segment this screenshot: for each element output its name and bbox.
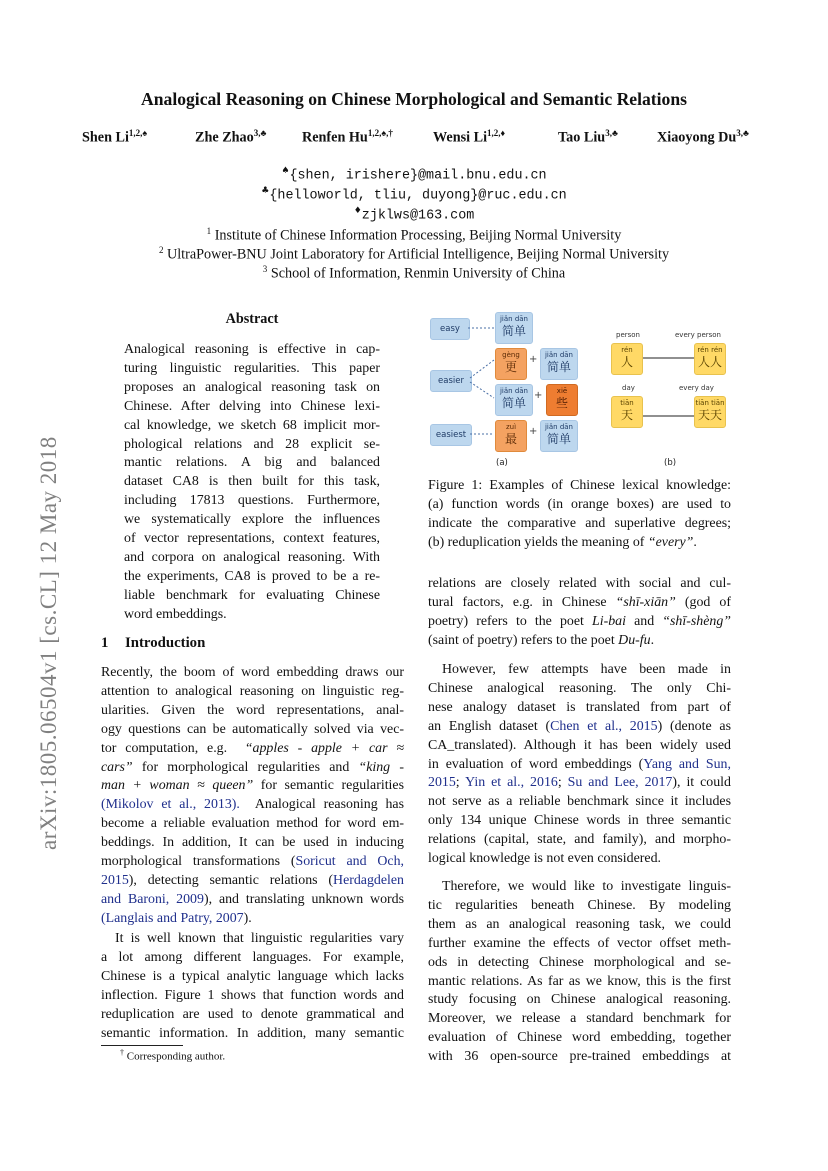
header-person: person <box>616 331 640 339</box>
author: Tao Liu$^{3,♣}$ <box>558 128 618 146</box>
label-easier: easier <box>430 370 472 392</box>
right-paragraph-3: Therefore, we would like to investigate linguis- tic regularities beneath Chinese. By modeling them as an analogical reasoning task, we could further examine the effects of vector offset meth- ods in detecting Chinese morphological and se- mantic relations. As far as we know, this is the first study focusing on Chinese analogical reasoning. Moreover, we release a standard benchmark for evaluation of Chinese word embedding, together with 36 open-source pre-trained embeddings at <box>428 879 731 1065</box>
affiliation: $^1$ Institute of Chinese Information Processing, Beijing Normal University <box>206 226 622 244</box>
email-line: ♠{shen, irishere}@mail.bnu.edu.cn <box>281 166 547 184</box>
intro-paragraph-2: It is well known that linguistic regularities vary a lot among different languages. For example, Chinese is a typical analytic language which lacks inflection. Figure 1 shows that function words and reduplication are used to denote grammatical and semantic information. In addition, many semantic <box>101 931 404 1041</box>
word-box: tiān tiān 天天 <box>694 396 726 428</box>
abstract-body: Analogical reasoning is effective in cap- turing linguistic regularities. This paper proposes an analogical reasoning task on Chinese. After delving into Chinese lexi- cal knowledge, we sketch 68 implicit mor- phological relations and 28 explicit se- mantic relations. A big and balanced dataset CA8 is then built for this task, including 17813 questions. Furthermore, we systematically explore the influences of vector representations, context features, and corpora on analogical reasoning. With the experiments, CA8 is proved to be a re- liable benchmark for evaluating Chinese word embeddings. <box>124 342 380 622</box>
plus-sign: + <box>534 390 543 401</box>
header-day: day <box>622 384 635 392</box>
author: Renfen $Hu^{1,2,♠,\dagger}$ <box>302 128 393 146</box>
header-every-person: every person <box>675 331 721 339</box>
word-box: jiǎn dān 简单 <box>540 420 578 452</box>
panel-b-label: (b) <box>664 458 677 468</box>
intro-paragraph-1: Recently, the boom of word embedding draws our attention to analogical reasoning on linguistic reg- ularities. Given the word representations, anal- ogy questions can be automatically solved via vec- tor computation, e.g. “apples - apple + car ≈ cars” for morphological regularities and “king - man + woman ≈ queen” for semantic regularities (Mikolov et al., 2013). Analogical reasoning has become a reliable evaluation method for word em- beddings. In addition, It can be used in inducing morphological transformations (Soricut and Och, 2015), detecting semantic relations (Herdagdelen and Baroni, 2009), and translating unknown words (Langlais and Patry, 2007). <box>101 665 405 926</box>
author: Zhe Zhao$^{3,♣}$ <box>195 128 267 146</box>
footnote: † Corresponding author. <box>120 1048 226 1063</box>
author: Wensi $Li^{1,2,♦}$ <box>433 128 506 146</box>
affiliation: $^3$ School of Information, Renmin University of China <box>262 264 566 282</box>
word-box: tiān 天 <box>611 396 643 428</box>
panel-a-label: (a) <box>496 458 508 468</box>
right-paragraph-2: However, few attempts have been made in Chinese analogical reasoning. The only Chi- nese analogy dataset is translated from part of an English dataset (Chen et al., 2015) (denote as CA_translated). Although it has been widely used in evaluation of word embeddings (Yang and Sun, 2015; Yin et al., 2016; Su and Lee, 2017), it could not serve as a reliable benchmark since it includes only 134 unique Chinese words in three semantic relations (capital, state, and family), and morpho- logical knowledge is not even considered. <box>428 662 732 867</box>
function-word-box: xiē 些 <box>546 384 578 416</box>
function-word-box: gèng 更 <box>495 348 527 380</box>
author: Xiaoyong $Du^{3,♣}$ <box>657 128 749 146</box>
footnote-rule <box>101 1045 183 1046</box>
word-box: jiǎn dān 简单 <box>495 384 533 416</box>
plus-sign: + <box>529 426 538 437</box>
section-heading: 1 Introduction <box>101 635 206 651</box>
word-box: jiǎn dān 简单 <box>495 312 533 344</box>
plus-sign: + <box>529 354 538 365</box>
figure-1 <box>428 308 728 473</box>
function-word-box: zuì 最 <box>495 420 527 452</box>
header-every-day: every day <box>679 384 714 392</box>
arxiv-watermark: arXiv:1805.06504v1 [cs.CL] 12 May 2018 <box>36 436 61 850</box>
author: Shen $Li^{1,2,♠}$ <box>82 128 148 146</box>
word-box: jiǎn dān 简单 <box>540 348 578 380</box>
paper-title: Analogical Reasoning on Chinese Morphological and Semantic Relations <box>141 89 687 109</box>
right-paragraph-1: relations are closely related with social and cul- tural factors, e.g. in Chinese “shī-xiān” (god of poetry) refers to the poet Li-bai and “shī-shèng” (saint of poetry) refers to the poet Du-fu. <box>428 576 731 648</box>
email-line: ♣{helloworld, tliu, duyong}@ruc.edu.cn <box>261 186 567 204</box>
label-easiest: easiest <box>430 424 472 446</box>
figure-caption: Figure 1: Examples of Chinese lexical knowledge: (a) function words (in orange boxes) are used to indicate the comparative and superlative degrees; (b) reduplication yields the meaning of “every”. <box>428 478 731 550</box>
email-line: ♦zjklws@163.com <box>353 206 475 224</box>
word-box: rén 人 <box>611 343 643 375</box>
abstract-heading: Abstract <box>225 311 279 327</box>
label-easy: easy <box>430 318 470 340</box>
word-box: rén rén 人人 <box>694 343 726 375</box>
affiliation: $^2$ UltraPower-BNU Joint Laboratory for Artificial Intelligence, Beijing Normal University <box>158 245 670 263</box>
